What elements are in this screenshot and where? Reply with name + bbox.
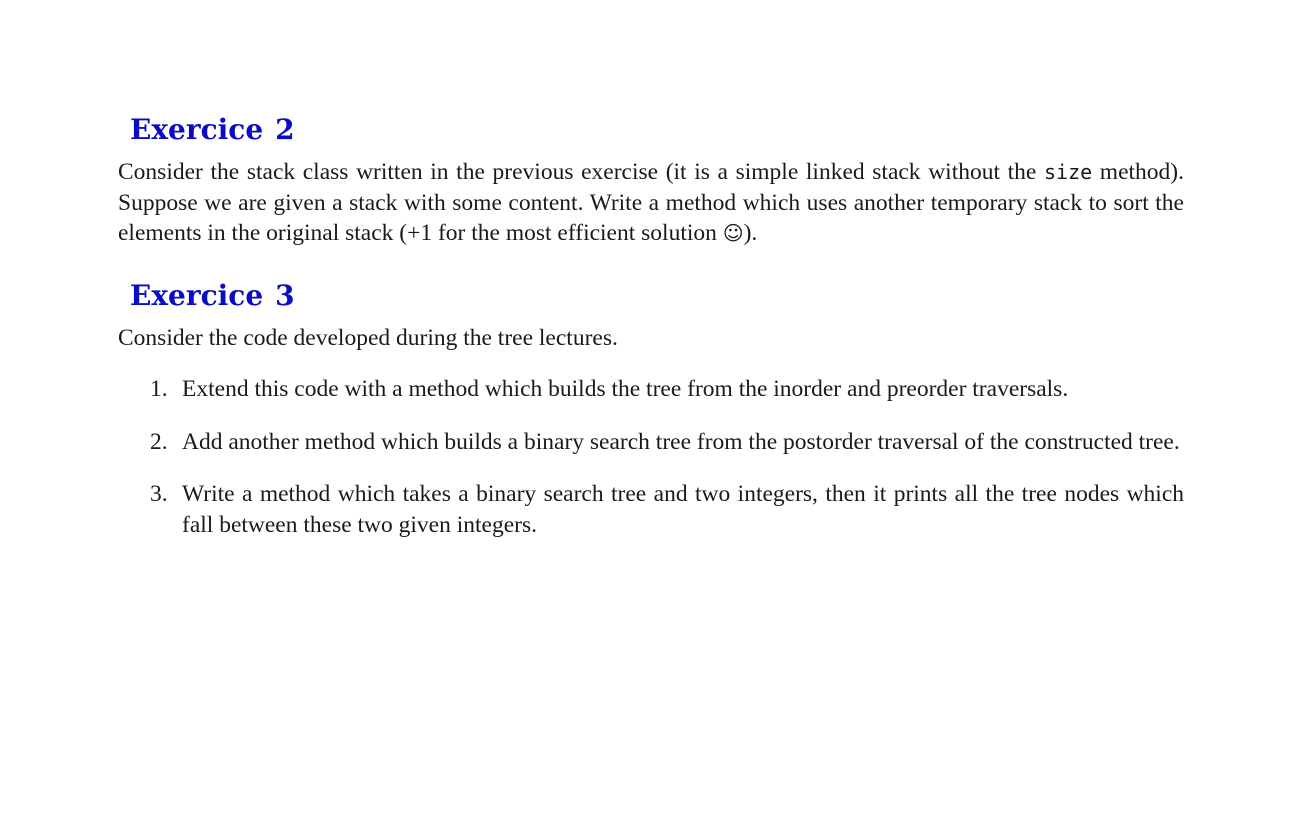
list-item-marker: 1. (150, 376, 168, 402)
list-item (118, 374, 1184, 405)
exercise-2-text-end: ). (743, 220, 758, 246)
list-item-text: Extend this code with a method which builds the tree from the inorder and preorder traversals. (182, 376, 1069, 402)
exercise-2-section (118, 112, 1184, 249)
exercise-3-title (130, 278, 1184, 314)
exercise-3-label: Exercice (130, 278, 264, 312)
exercise-2-label: Exercice (130, 113, 264, 146)
exercise-3-section (118, 278, 1184, 541)
document-page (118, 112, 1184, 562)
exercise-2-number: 2 (275, 113, 295, 146)
list-item-text: Write a method which takes a binary search tree and two integers, then it prints all the tree nodes which fall between these two given integers. (182, 481, 1184, 538)
size-code: size (1043, 160, 1093, 184)
list-item-marker: 2. (150, 428, 168, 455)
list-item (118, 479, 1184, 540)
list-item-text: Add another method which builds a binary search tree from the postorder traversal of the constructed tree. (182, 428, 1180, 455)
exercise-2-paragraph (118, 157, 1184, 249)
exercise-2-text-start: Consider the stack class written in the previous exercise (it is a simple linked stack without the (118, 159, 1044, 185)
exercise-3-intro: Consider the code developed during the tree lectures. (118, 324, 618, 351)
smiley-icon: ☺ (722, 221, 744, 245)
list-item-marker: 3. (150, 481, 168, 507)
exercise-2-title (130, 112, 1184, 148)
exercise-2-text-middle: method). Suppose we are given a stack with some content. Write a method which uses another temporary stack to sort the elements in the original stack (+1 for the most efficient solution (118, 159, 1184, 246)
exercise-3-number: 3 (275, 278, 295, 312)
exercise-3-list (118, 374, 1184, 540)
list-item (118, 427, 1184, 458)
